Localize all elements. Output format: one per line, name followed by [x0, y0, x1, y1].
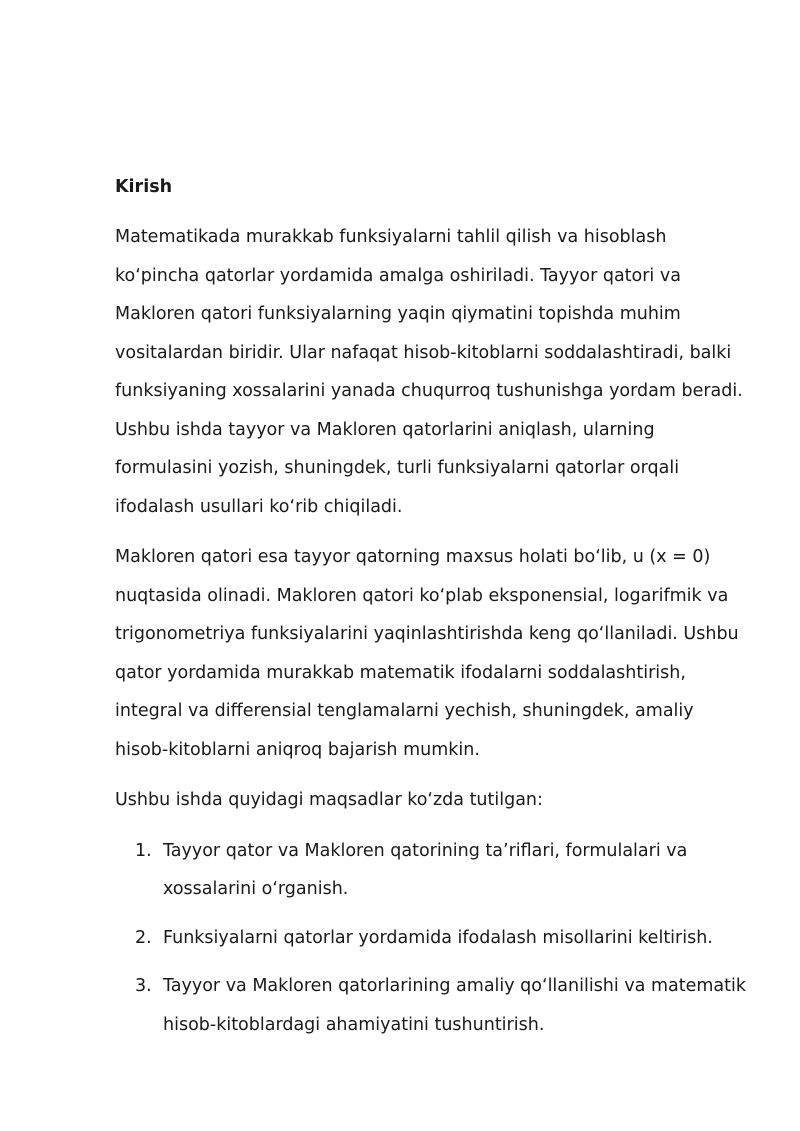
list-item [115, 832, 747, 909]
list-item-text: Funksiyalarni qatorlar yordamida ifodalash misollarini keltirish. [163, 927, 713, 948]
goals-list [115, 832, 747, 1045]
list-item [115, 919, 747, 958]
goals-intro-paragraph: Ushbu ishda quyidagi maqsadlar ko‘zda tutilgan: [115, 790, 543, 810]
list-item-number: 2. [135, 927, 152, 948]
intro-paragraph: Matematikada murakkab funksiyalarni tahlil qilish va hisoblash ko‘pincha qatorlar yordamida amalga oshiriladi. Tayyor qatori va Makloren qatori funksiyalarning yaqin qiymatini topishda muhim vositalardan biridir. Ular nafaqat hisob-kitoblarni soddalashtiradi, balki funksiyaning xossalarini yanada chuqurroq tushunishga yordam beradi. Ushbu ishda tayyor va Makloren qatorlarini aniqlash, ularning formulasini yozish, shuningdek, turli funksiyalarni qatorlar orqali ifodalash usullari ko‘rib chiqiladi. [115, 227, 743, 517]
document-page [115, 172, 747, 1054]
list-item-text: Tayyor qator va Makloren qatorining ta’riflari, formulalari va xossalarini o‘rganish. [163, 840, 688, 899]
list-item [115, 967, 747, 1044]
maclaurin-paragraph: Makloren qatori esa tayyor qatorning maxsus holati bo‘lib, u (x = 0) nuqtasida olinadi. Makloren qatori ko‘plab eksponensial, logarifmik va trigonometriya funksiyalarini yaqinlashtirishda keng qo‘llaniladi. Ushbu qator yordamida murakkab matematik ifodalarni soddalashtirish, integral va differensial tenglamalarni yechish, shuningdek, amaliy hisob-kitoblarni aniqroq bajarish mumkin. [115, 547, 739, 760]
list-item-number: 3. [135, 976, 152, 996]
list-item-number: 1. [135, 840, 152, 861]
list-item-text: Tayyor va Makloren qatorlarining amaliy qo‘llanilishi va matematik hisob-kitoblardagi ahamiyatini tushuntirish. [163, 976, 746, 1035]
section-heading: Kirish [115, 177, 173, 197]
